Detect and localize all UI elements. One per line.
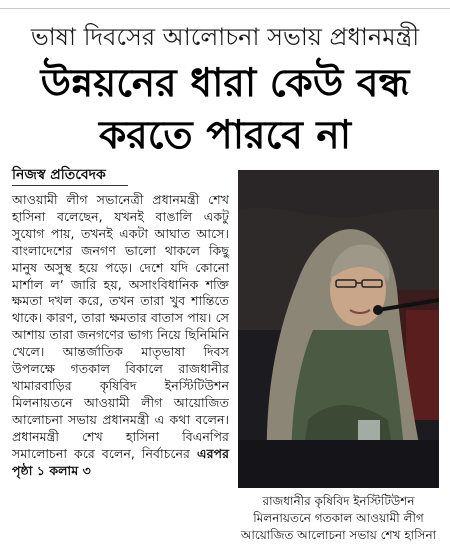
headline-line-1: উন্নয়নের ধারা কেউ বন্ধ	[40, 61, 410, 106]
top-rule	[0, 8, 450, 9]
headline	[0, 58, 450, 162]
article-body	[12, 192, 229, 479]
news-photo	[238, 170, 439, 488]
photo-caption	[238, 493, 439, 544]
caption-line-3: আয়োজিত আলোচনা সভায় শেখ হাসিনা	[240, 528, 437, 542]
kicker: ভাষা দিবসের আলোচনা সভায় প্রধানমন্ত্রী	[30, 23, 420, 51]
caption-line-1: রাজধানীর কৃষিবিদ ইনস্টিটিউশন	[262, 494, 415, 508]
byline: নিজস্ব প্রতিবেদক	[12, 167, 106, 183]
byline-rule	[12, 185, 128, 186]
headline-line-2: করতে পারবে না	[98, 113, 352, 158]
article-text: আওয়ামী লীগ সভানেত্রী প্রধানমন্ত্রী শেখ হাসিনা বলেছেন, যখনই বাঙালি একটু সুযোগ পায়, তখনই একটা আঘাত আসে। বাংলাদেশের জনগণ ভালো থাকলে কিছু মানুষ অসুস্থ হয়ে পড়ে। দেশে যদি কোনো মার্শাল ল’ জারি হয়, অসাংবিধানিক শক্তি ক্ষমতা দখল করে, তখন তারা খুব শান্তিতে থাকে। কারণ, তারা ক্ষমতার বাতাস পায়। সে আশায় তারা জনগণের ভাগ্য নিয়ে ছিনিমিনি খেলে। আন্তর্জাতিক মাতৃভাষা দিবস উপলক্ষে গতকাল বিকালে রাজধানীর খামারবাড়ির কৃষিবিদ ইনস্টিটিউশন মিলনায়তনে আওয়ামী লীগ আয়োজিত আলোচনা সভায় প্রধানমন্ত্রী এ কথা বলেন। প্রধানমন্ত্রী শেখ হাসিনা বিএনপির সমালোচনা করে বলেন, নির্বাচনের	[12, 192, 229, 461]
caption-line-2: মিলনায়তনে গতকাল আওয়ামী লীগ	[253, 511, 424, 525]
continued-note: এরপর পৃষ্ঠা ১ কলাম ৩	[12, 445, 229, 478]
top-strip	[0, 0, 450, 9]
